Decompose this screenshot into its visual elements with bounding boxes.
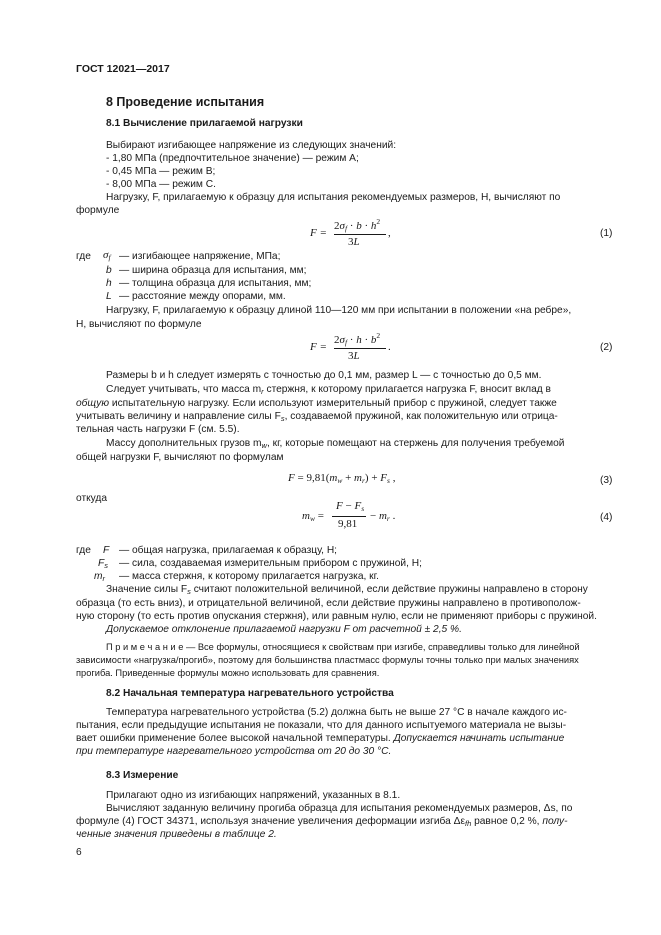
symbol-mr: $m_r$ (94, 571, 105, 583)
section-title: 8 Проведение испытания (106, 95, 265, 109)
symbol-F: F (103, 545, 110, 556)
paragraph: Размеры b и h следует измерять с точностью до 0,1 мм, размер L — с точностью до 0,5 мм. (106, 370, 542, 381)
definition: — общая нагрузка, прилагаемая к образцу, Н; (119, 545, 338, 556)
paragraph-line: Нагрузку, F, прилагаемую к образцу длиной 110—120 мм при испытании в положении «на ребре», (106, 305, 572, 316)
paragraph-line: образца (то есть вниз), и отрицательной величиной, если действие пружины направлено в противополож- (76, 598, 581, 609)
paragraph-line: ченные значения приведены в таблице 2. (76, 829, 277, 840)
definition: — масса стержня, к которому прилагается нагрузка, кг. (119, 571, 379, 582)
paragraph-line: формуле (4) ГОСТ 34371, используя значение увеличения деформации изгиба $\Delta\varepsilon_{fh}$ равное 0,2 %, полу- (76, 816, 568, 828)
note-line: зависимости «нагрузка/прогиб», поэтому для большинства пластмасс формулы точны только при малых значениях (76, 655, 579, 665)
definition: — расстояние между опорами, мм. (119, 291, 286, 302)
definition: — сила, создаваемая измерительным прибором с пружиной, Н; (119, 558, 422, 569)
symbol-h: h (106, 278, 112, 289)
paragraph-line: Н, вычисляют по формуле (76, 319, 202, 330)
list-item: - 1,80 МПа (предпочтительное значение) — режим А; (106, 153, 359, 164)
paragraph-line: при температуре нагревательного устройства от 20 до 30 °С. (76, 746, 392, 757)
subsection-title-8-2: 8.2 Начальная температура нагревательного устройства (106, 688, 394, 699)
equation-number: (4) (600, 512, 613, 523)
equation-number: (1) (600, 228, 613, 239)
paragraph-line: ную сторону (то есть против опускания стержня), или равным нулю, если не применяют приборы с пружиной. (76, 611, 597, 622)
paragraph-line: общую испытательную нагрузку. Если используют измерительный прибор с пружиной, следует также (76, 398, 557, 409)
paragraph-line: откуда (76, 493, 108, 504)
paragraph-line: Нагрузку, F, прилагаемую к образцу для испытания рекомендуемых размеров, Н, вычисляют по (106, 192, 561, 203)
where-label: где (76, 251, 91, 262)
formula-2: F = $2\sigma_f \cdot h \cdot b^2$ 3L . (310, 331, 391, 362)
equation-number: (3) (600, 475, 613, 486)
note-line: прогиба. Приведенные формулы можно использовать для сравнения. (76, 668, 380, 678)
symbol-sigma: $\sigma_f$ (103, 249, 111, 262)
definition: — толщина образца для испытания, мм; (119, 278, 312, 289)
paragraph-line: Допускаемое отклонение прилагаемой нагрузки F от расчетной ± 2,5 %. (106, 624, 462, 635)
symbol-b: b (106, 265, 112, 276)
paragraph: Выбирают изгибающее напряжение из следующих значений: (106, 140, 397, 151)
subsection-title-8-3: 8.3 Измерение (106, 770, 179, 781)
paragraph-line: пытания, если предыдущие испытания не показали, что для данного испытуемого материала не вызы- (76, 720, 567, 731)
subsection-title-8-1: 8.1 Вычисление прилагаемой нагрузки (106, 118, 303, 129)
list-item: - 0,45 МПа — режим В; (106, 166, 216, 177)
paragraph-line: тельная часть нагрузки F (см. 5.5). (76, 424, 240, 435)
symbol-Fs: $F_s$ (98, 558, 108, 570)
paragraph-line: Вычисляют заданную величину прогиба образца для испытания рекомендуемых размеров, Δs, по (106, 803, 573, 814)
paragraph-line: Температура нагревательного устройства (5.2) должна быть не выше 27 °С в начале каждого ис- (106, 707, 567, 718)
paragraph-line: учитывать величину и направление силы $F_s$, создаваемой пружиной, как положительную или отрица- (76, 411, 558, 423)
page-number: 6 (76, 847, 82, 858)
paragraph-line: Прилагают одно из изгибающих напряжений, указанных в 8.1. (106, 790, 401, 801)
paragraph-line: Следует учитывать, что масса $m_r$ стержня, к которому прилагается нагрузка F, вносит вклад в (106, 384, 551, 396)
definition: — изгибающее напряжение, МПа; (119, 251, 281, 262)
paragraph-line: общей нагрузки F, вычисляют по формулам (76, 452, 284, 463)
formula-1: F = $2\sigma_f \cdot b \cdot h^2$ 3L , (310, 217, 391, 248)
paragraph-line: Массу дополнительных грузов $m_w$, кг, которые помещают на стержень для получения требуемой (106, 438, 565, 450)
where-label: где (76, 545, 91, 556)
definition: — ширина образца для испытания, мм; (119, 265, 307, 276)
formula-4: $m_w$ = $F - F_s$ 9,81 − $m_r$ . (302, 500, 396, 530)
document-code: ГОСТ 12021—2017 (76, 63, 170, 75)
paragraph-line: Значение силы $F_s$ считают положительной величиной, если действие пружины направлено в сторону (106, 584, 588, 596)
paragraph-line: формуле (76, 205, 120, 216)
list-item: - 8,00 МПа — режим С. (106, 179, 216, 190)
paragraph-line: вает ошибки применение более высокой начальной температуры. Допускается начинать испытание (76, 733, 565, 744)
formula-3: $F = 9,81(m_w + m_r) + F_s$ , (288, 472, 396, 485)
symbol-L: L (106, 291, 112, 302)
equation-number: (2) (600, 342, 613, 353)
note-line: П р и м е ч а н и е — Все формулы, относящиеся к свойствам при изгибе, справедливы только для линейной (106, 642, 580, 652)
